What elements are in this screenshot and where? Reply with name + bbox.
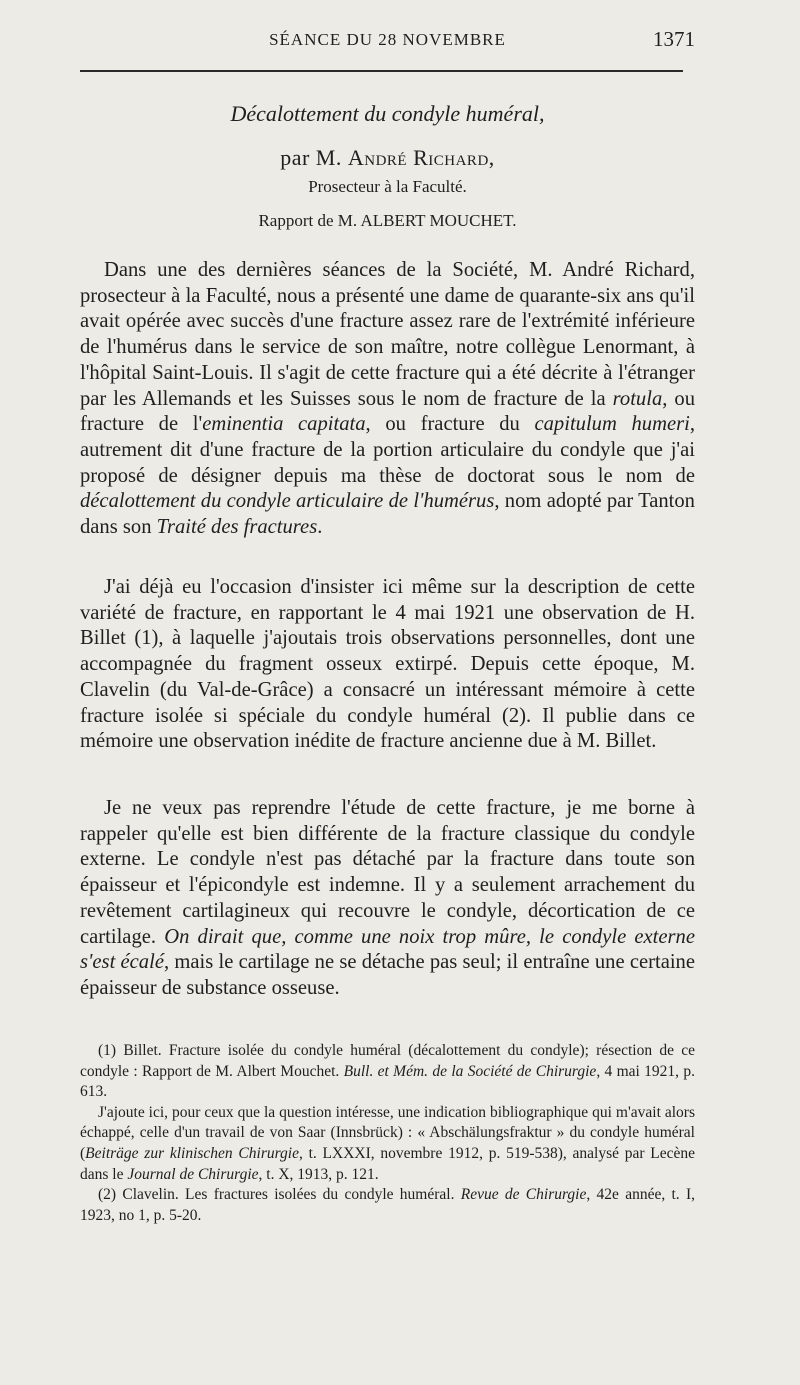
p3-italic-quote: On dirait que, comme une noix trop mûre, le condyle externe s'est écalé [80,925,695,974]
running-header [80,27,695,56]
p1-text-b: , ou fracture de l' [80,387,696,436]
fn1b-italic-1: Beiträge zur klinischen Chirurgie [85,1144,299,1162]
fn1-italic: Bull. et Mém. de la Société de Chirurgie [343,1062,597,1080]
footnote-2 [80,1185,695,1226]
fn1b-text-b: , t. LXXXI, novembre 1912, p. 519-538), analysé par Lecène dans le [80,1144,695,1183]
fn1b-italic-2: Journal de Chirurgie [127,1165,259,1183]
footnote-1 [80,1041,695,1103]
p3-text-b: , mais le cartilage ne se détache pas seul; il entraîne une certaine épaisseur de substance osseuse. [80,951,695,999]
p1-text-d: , autrement dit d'une fracture de la portion articulaire du condyle que j'ai proposé de désigner depuis ma thèse de doctorat sous le nom de [80,413,695,487]
report-line: Rapport de M. ALBERT MOUCHET. [258,211,517,230]
paragraph-3 [80,796,695,1002]
p1-italic-eminentia: eminentia capitata [202,413,366,436]
header-rule [80,70,683,72]
author-name: André Richard, [347,145,495,170]
fn1-text-b: , 4 mai 1921, p. 613. [80,1062,696,1101]
fn1b-text-c: , t. X, 1913, p. 121. [258,1165,379,1183]
p1-italic-decalottement: décalottement du condyle articulaire de l'humérus [80,490,495,513]
p1-text-f: . [317,516,323,539]
paragraph-1 [80,258,695,541]
p1-italic-rotula: rotula [612,387,663,410]
fn2-italic: Revue de Chirurgie [460,1186,587,1204]
byline-prefix: par M. [280,145,342,170]
paragraph-2 [80,575,695,755]
p3-text-a: Je ne veux pas reprendre l'étude de cette fracture, je me borne à rappeler qu'elle est bien différente de la fracture classique du condyle externe. Le condyle n'est pas détaché par la fracture dans toute son épaisseur et l'épicondyle est indemne. Il y a seulement arrachement du revêtement cartilagineux qui recouvre le condyle, décortication de ce cartilage. [80,797,695,948]
p1-italic-traite: Traité des fractures [156,516,318,539]
p1-text-e: , nom adopté par Tanton dans son [80,490,695,539]
p1-text-c: , ou fracture du [365,413,535,436]
p2-text: J'ai déjà eu l'occasion d'insister ici même sur la description de cette variété de fracture, en rapportant le 4 mai 1921 une observation de H. Billet (1), à laquelle j'ajoutais trois observations personnelles, dont une accompagnée du fragment osseux extirpé. Depuis cette époque, M. Clavelin (du Val-de-Grâce) a consacré un intéressant mémoire à cette fracture isolée si spéciale du condyle huméral (2). Il publie dans ce mémoire une observation inédite de fracture ancienne due à M. Billet. [80,576,695,753]
article-byline [80,145,695,171]
p1-text-a: Dans une des dernières séances de la Société, M. André Richard, prosecteur à la Faculté, nous a présenté une dame de quarante-six ans qu'il avait opérée avec succès d'une fracture assez rare de l'extrémité inférieure de l'humérus dans le service de son maître, notre collègue Lenormant, à l'hôpital Saint-Louis. Il s'agit de cette fracture qui a été décrite à l'étranger par les Allemands et les Suisses sous le nom de fracture de la [80,259,695,410]
page-number: 1371 [653,27,695,51]
footnotes [80,1041,695,1226]
author-affiliation: Prosecteur à la Faculté. [308,177,467,196]
fn2-text-a: (2) Clavelin. Les fractures isolées du condyle huméral. [98,1186,461,1204]
fn1-text-a: (1) Billet. Fracture isolée du condyle huméral (décalottement du condyle); résection de ce condyle : Rapport de M. Albert Mouchet. [80,1042,695,1080]
fn1b-text-a: J'ajoute ici, pour ceux que la question intéresse, une indication bibliographique qui m'avait alors échappé, celle d'un travail de von Saar (Innsbrück) : « Abschälungsfraktur » du condyle huméral ( [80,1103,695,1162]
fn2-text-b: , 42e année, t. I, 1923, no 1, p. 5-20. [80,1186,695,1224]
footnote-1-addendum [80,1103,695,1185]
running-title: SÉANCE DU 28 NOVEMBRE [269,30,506,49]
article-title: Décalottement du condyle huméral, [230,101,545,126]
p1-italic-capitulum: capitulum humeri [534,413,690,436]
